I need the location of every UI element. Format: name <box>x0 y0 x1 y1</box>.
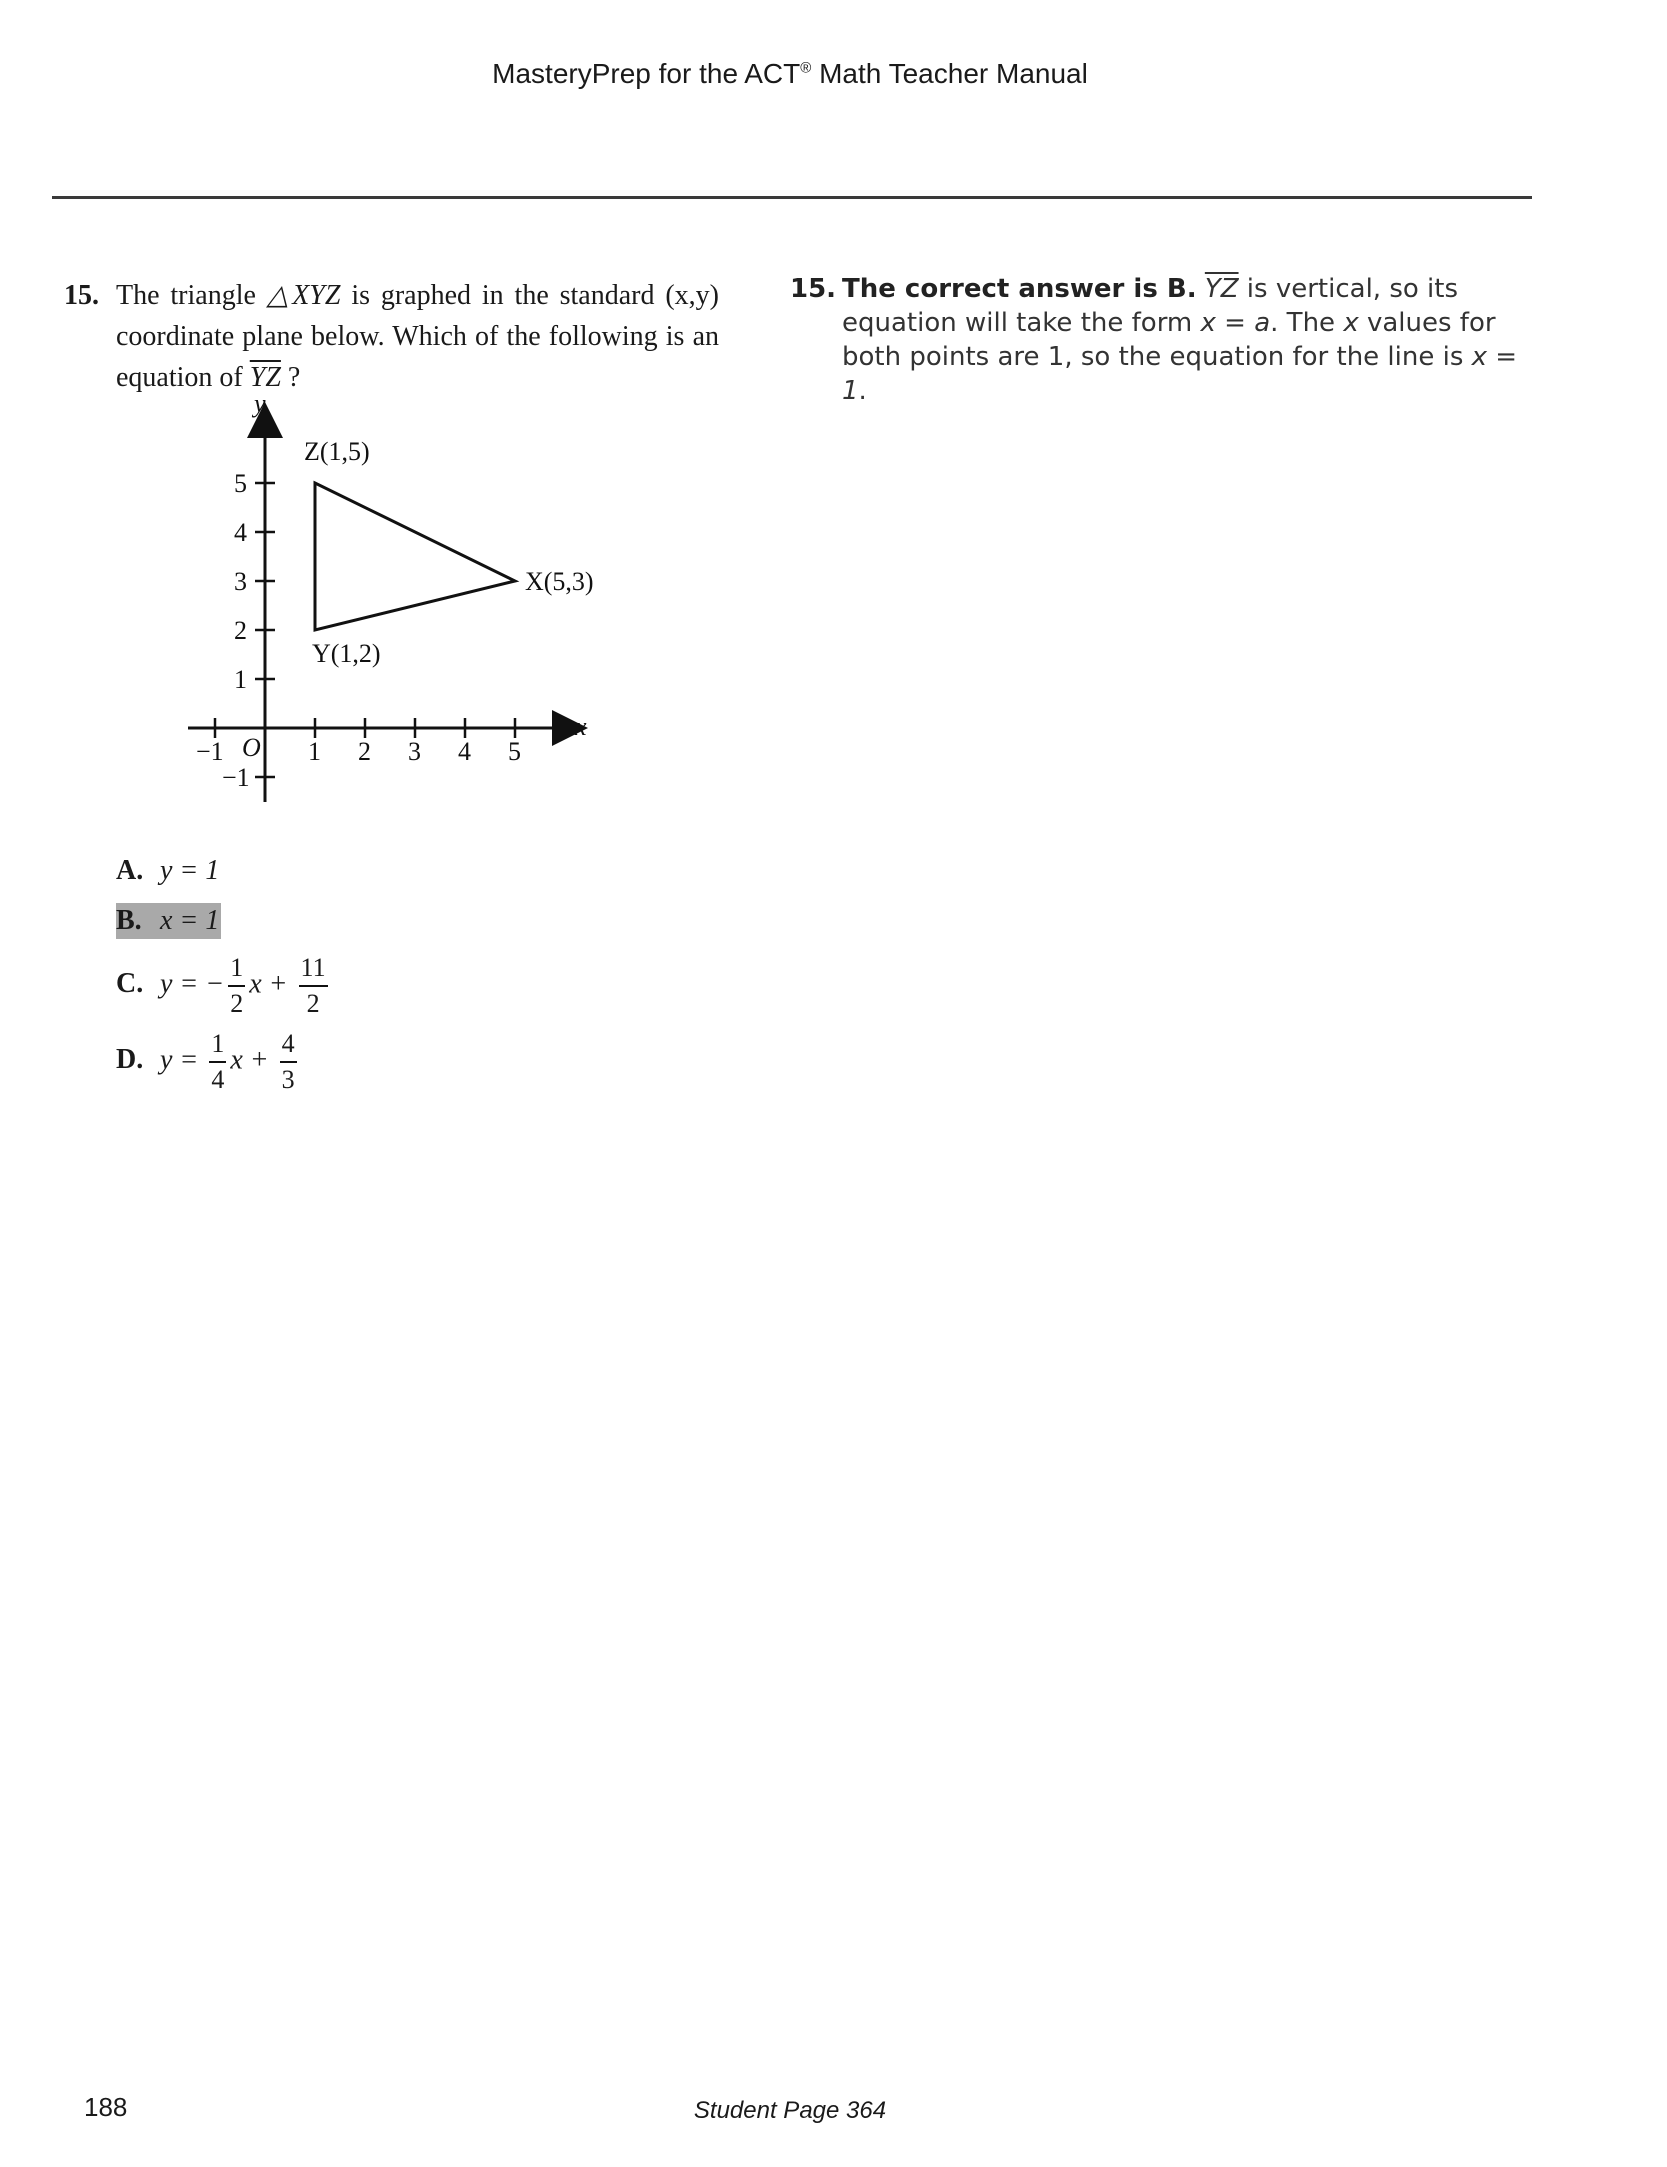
x-tick-label: 5 <box>508 737 521 766</box>
choice-d[interactable] <box>116 1027 301 1097</box>
fraction-den: 3 <box>281 1065 295 1094</box>
y-tick-label: 1 <box>234 665 247 694</box>
registered-mark: ® <box>800 59 812 77</box>
fraction-den: 4 <box>211 1065 225 1094</box>
answer-explanation <box>790 272 1530 408</box>
explanation-var: x <box>1343 308 1359 338</box>
y-tick-label: 5 <box>234 469 247 498</box>
choice-letter: B. <box>116 905 142 936</box>
choice-letter: C. <box>116 968 144 1000</box>
fraction-num: 11 <box>299 951 328 987</box>
triangle-label: △XYZ <box>266 280 341 311</box>
coordinate-graph <box>170 390 630 810</box>
page-number: 188 <box>84 2092 128 2122</box>
fraction-num: 1 <box>209 1027 226 1063</box>
choice-prefix: y = <box>160 1044 206 1076</box>
explanation-body <box>842 272 1530 408</box>
fraction-num: 4 <box>280 1027 297 1063</box>
explanation-text-3: values for both points are 1, so the equation for the line is <box>842 308 1496 372</box>
choice-expr: x = 1 <box>160 905 220 936</box>
explanation-eq-final: x = 1 <box>842 342 1518 406</box>
y-tick-label: 4 <box>234 518 247 547</box>
x-tick-label: 2 <box>358 737 371 766</box>
explanation-segment: $\overline{YZ}$ <box>1204 274 1239 304</box>
explanation-text-1: is vertical, so its equation will take the form <box>842 274 1458 338</box>
y-tick-label: 2 <box>234 616 247 645</box>
choice-mid: x + <box>230 1044 276 1076</box>
question-text-2: is graphed in the standard (x,y) coordinate plane below. Which of the following is an equation of <box>116 280 719 393</box>
question-text <box>116 275 719 398</box>
y-axis-label: y <box>254 390 266 418</box>
fraction <box>299 951 328 1021</box>
page-header <box>0 58 1580 90</box>
choice-expr: y = 1 <box>160 855 220 886</box>
x-tick-label: 4 <box>458 737 471 766</box>
explanation-text-4: . <box>858 376 867 406</box>
y-tick-label: −1 <box>222 763 250 792</box>
question-text-3: ? <box>280 362 301 393</box>
fraction-den: 2 <box>306 989 320 1018</box>
explanation-lead: The correct answer is B. <box>842 274 1197 304</box>
fraction <box>228 951 245 1021</box>
point-y-label: Y(1,2) <box>312 639 381 668</box>
header-rule <box>52 196 1532 199</box>
fraction-den: 2 <box>230 989 244 1018</box>
choice-letter: D. <box>116 1044 144 1076</box>
x-axis-label: x <box>575 712 587 741</box>
header-title-main: MasteryPrep for the ACT <box>492 58 801 89</box>
question-block <box>64 275 719 398</box>
fraction <box>280 1027 297 1097</box>
point-x-label: X(5,3) <box>525 567 594 596</box>
choice-b[interactable] <box>116 903 221 939</box>
choice-c[interactable] <box>116 951 332 1021</box>
explanation-number: 15. <box>790 274 837 304</box>
student-page-label: Student Page 364 <box>693 2097 887 2124</box>
choice-letter: A. <box>116 855 144 886</box>
header-title-rest: Math Teacher Manual <box>811 58 1088 89</box>
explanation-text-2: . The <box>1270 308 1344 338</box>
x-tick-label: −1 <box>196 737 224 766</box>
point-z-label: Z(1,5) <box>304 437 370 466</box>
question-number: 15. <box>64 280 99 311</box>
fraction <box>209 1027 226 1097</box>
x-tick-label: 1 <box>308 737 321 766</box>
choice-prefix: y = − <box>160 968 225 1000</box>
triangle-xyz <box>315 483 515 630</box>
fraction-num: 1 <box>228 951 245 987</box>
question-text-1: The triangle <box>116 280 267 311</box>
x-tick-label: 3 <box>408 737 421 766</box>
y-tick-label: 3 <box>234 567 247 596</box>
choice-mid: x + <box>249 968 295 1000</box>
choice-a[interactable] <box>116 855 219 887</box>
origin-label: O <box>242 733 261 762</box>
segment-label: $\overline{YZ}$ <box>249 362 281 393</box>
explanation-eq-form: x = a <box>1200 308 1271 338</box>
